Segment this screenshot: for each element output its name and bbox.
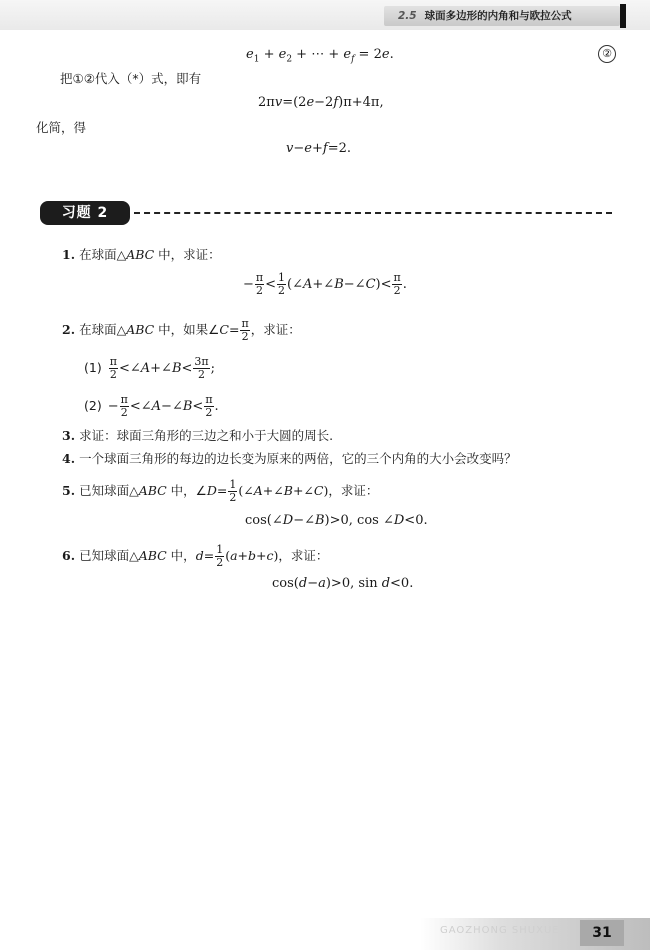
exercise-6: 6. 已知球面△ABC 中，d= $\frac{1}{2}$ (a+b+c)，求证：	[62, 543, 329, 569]
substitute-text: 把①②代入（*）式，即有	[60, 71, 202, 86]
exercise-3: 3. 求证：球面三角形的三边之和小于大圆的周长.	[62, 428, 334, 443]
exercise-badge: 习题 2	[40, 201, 130, 225]
footer-watermark: GAOZHONG SHUXUE	[440, 925, 560, 936]
exercise-1: 1. 在球面△ABC 中，求证：	[62, 247, 221, 262]
equation-substituted: 2πv=(2e−2f)π+4π,	[258, 95, 384, 110]
exercise-6-formula: cos(d−a)>0, sin d<0.	[272, 576, 414, 591]
equation-2: $e_1 + e_2$ + ⋯ + $e_f = 2e$.	[246, 47, 394, 65]
simplify-text: 化简，得	[36, 120, 87, 135]
exercise-5-formula: cos(∠D−∠B)>0, cos ∠D<0.	[245, 513, 428, 528]
exercise-2: 2. 在球面△ABC 中，如果∠C= $\frac{\pi}{2}$ ，求证：	[62, 317, 301, 343]
page-number: 31	[580, 920, 624, 946]
euler-formula: v−e+f=2.	[286, 141, 351, 156]
exercise-1-formula: − $\frac{\pi}{2}$ < $\frac{1}{2}$ (∠A+∠B−∠C)< $\frac{\pi}{2}$ .	[243, 271, 407, 297]
exercise-divider	[134, 212, 612, 214]
running-header	[384, 6, 620, 26]
exercise-2-part-2: (2) − $\frac{\pi}{2}$ <∠A−∠B< $\frac{\pi}{2}$ .	[84, 393, 219, 419]
section-number: 2.5	[398, 10, 417, 22]
section-title: 球面多边形的内角和与欧拉公式	[424, 10, 572, 22]
header-marker-bar	[620, 4, 626, 28]
exercise-5: 5. 已知球面△ABC 中，∠D= $\frac{1}{2}$ (∠A+∠B+∠C)，求证：	[62, 478, 379, 504]
equation-marker: ②	[598, 45, 616, 63]
exercise-2-part-1: (1) $\frac{\pi}{2}$ <∠A+∠B< $\frac{3\pi}{2}$ ;	[84, 355, 216, 381]
exercise-4: 4. 一个球面三角形的每边的边长变为原来的两倍，它的三个内角的大小会改变吗？	[62, 451, 517, 466]
